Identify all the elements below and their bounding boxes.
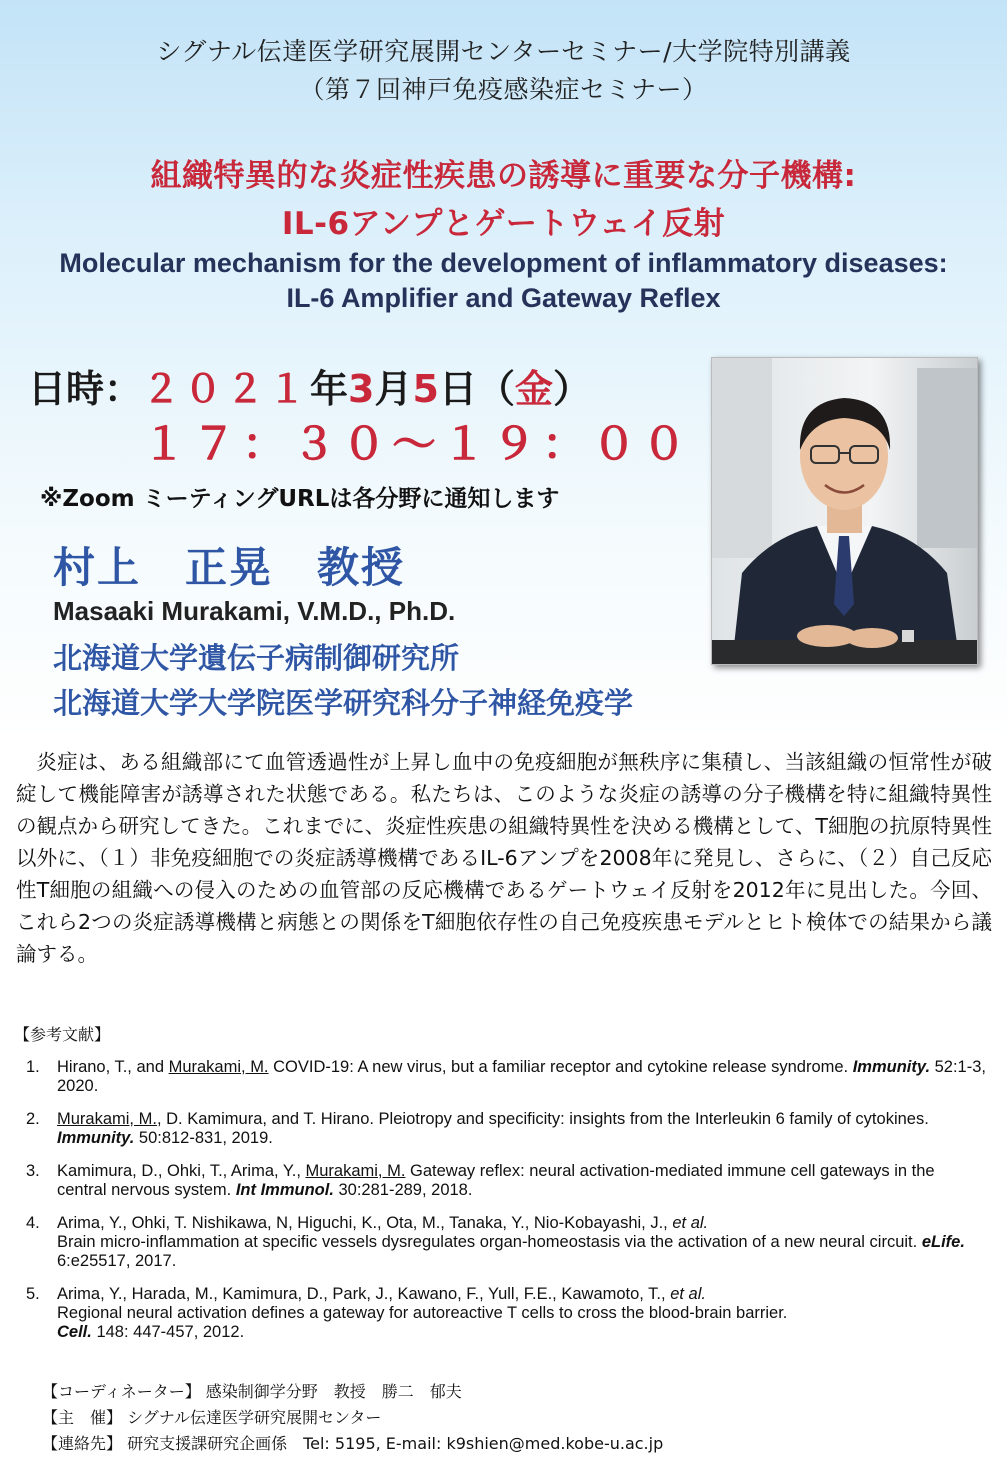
reference-journal: Immunity. <box>57 1129 135 1147</box>
reference-et-al: et al. <box>672 1214 709 1232</box>
weekday-open: （ <box>476 367 515 411</box>
reference-number: 4. <box>26 1214 40 1232</box>
reference-item <box>26 1162 986 1200</box>
title-en-line1: Molecular mechanism for the development of inflammatory diseases: <box>59 248 948 278</box>
speaker-affiliation-1: 北海道大学遺伝子病制御研究所 <box>53 641 460 675</box>
reference-citation: 30:281-289, 2018. <box>333 1181 473 1199</box>
footer-contact: 【連絡先】 研究支援課研究企画係 Tel: 5195, E-mail: k9shien@med.kobe-u.ac.jp <box>42 1434 664 1453</box>
reference-number: 5. <box>26 1285 40 1303</box>
reference-title: COVID-19: A new virus, but a familiar receptor and cytokine release syndrome. <box>268 1058 853 1076</box>
date-year-unit: 年 <box>310 367 349 411</box>
references-heading: 【参考文献】 <box>14 1025 111 1044</box>
reference-title: Regional neural activation defines a gateway for autoreactive T cells to cross the blood-brain barrier. <box>57 1304 788 1322</box>
reference-number: 3. <box>26 1162 40 1180</box>
references-list <box>26 1058 986 1356</box>
event-time: １７：３０～１９：００ <box>142 419 692 470</box>
reference-item <box>26 1058 986 1096</box>
abstract-paragraph <box>16 746 992 970</box>
reference-underlined-author: Murakami, M. <box>305 1162 406 1180</box>
date-year: ２０２１ <box>142 367 311 411</box>
title-jp-line2: IL-6アンプとゲートウェイ反射 <box>281 206 726 242</box>
date-label: 日時： <box>28 367 143 411</box>
reference-item <box>26 1285 986 1342</box>
weekday-close: ） <box>553 367 592 411</box>
reference-journal: Cell. <box>57 1323 92 1341</box>
date-month-unit: 月 <box>374 367 413 411</box>
reference-authors: Arima, Y., Ohki, T. Nishikawa, N, Higuchi, K., Ota, M., Tanaka, Y., Nio-Kobayashi, J., <box>57 1214 673 1232</box>
date-day-unit: 日 <box>438 367 477 411</box>
reference-journal: Int Immunol. <box>235 1181 334 1199</box>
reference-citation: 50:812-831, 2019. <box>134 1129 273 1147</box>
reference-title: Gateway reflex: neural activation-mediated immune cell gateways in the central nervous system. <box>57 1162 935 1199</box>
reference-journal: eLife. <box>921 1233 965 1251</box>
speaker-affiliation-2: 北海道大学大学院医学研究科分子神経免疫学 <box>53 686 634 720</box>
date-day: 5 <box>412 367 439 411</box>
reference-underlined-author: Murakami, M. <box>57 1110 157 1128</box>
reference-et-al: et al. <box>670 1285 706 1303</box>
zoom-note: ※Zoom ミーティングURLは各分野に通知します <box>40 486 560 512</box>
date-weekday: 金 <box>515 367 554 411</box>
reference-authors: Arima, Y., Harada, M., Kamimura, D., Park, J., Kawano, F., Yull, F.E., Kawamoto, T., <box>57 1285 671 1303</box>
reference-citation: 148: 447-457, 2012. <box>91 1323 245 1341</box>
seminar-series-title: シグナル伝達医学研究展開センターセミナー/大学院特別講義 <box>156 37 851 66</box>
title-en-line2: IL-6 Amplifier and Gateway Reflex <box>286 283 721 313</box>
event-date <box>28 358 591 413</box>
reference-citation: 52:1-3, 2020. <box>57 1058 986 1095</box>
reference-item <box>26 1110 986 1148</box>
abstract-text: 炎症は、ある組織部にて血管透過性が上昇し血中の免疫細胞が無秩序に集積し、当該組織の恒常性が破綻して機能障害が誘導された状態である。私たちは、このような炎症の誘導の分子機構を特に組織特異性の観点から研究してきた。これまでに、炎症性疾患の組織特異性を決める機構として、T細胞の抗原特異性以外に、（１）非免疫細胞での炎症誘導機構であるIL-6アンプを2008年に発見し、さらに、（２）自己反応性T細胞の組織への侵入のための血管部の反応機構であるゲートウェイ反射を2012年に見出した。今回、これら2つの炎症誘導機構と病態との関係をT細胞依存性の自己免疫疾患モデルとヒト検体での結果から議論する。 <box>16 750 992 966</box>
reference-number: 2. <box>26 1110 40 1128</box>
title-jp-line1: 組織特異的な炎症性疾患の誘導に重要な分子機構: <box>150 158 857 194</box>
date-month: 3 <box>348 367 375 411</box>
reference-journal: Immunity. <box>852 1058 931 1076</box>
reference-item <box>26 1214 986 1271</box>
reference-title: , D. Kamimura, and T. Hirano. Pleiotropy and specificity: insights from the Interleukin 6 family of cytokines. <box>156 1110 929 1128</box>
speaker-photo <box>711 357 978 665</box>
reference-number: 1. <box>26 1058 40 1076</box>
speaker-name-en: Masaaki Murakami, V.M.D., Ph.D. <box>53 596 456 626</box>
footer-host: 【主 催】 シグナル伝達医学研究展開センター <box>42 1408 382 1427</box>
reference-underlined-author: Murakami, M. <box>168 1058 269 1076</box>
reference-citation: 6:e25517, 2017. <box>57 1252 177 1270</box>
reference-title: Brain micro-inflammation at specific vessels dysregulates organ-homeostasis via the activation of a new neural circuit. <box>57 1233 922 1251</box>
reference-authors: Hirano, T., and <box>57 1058 169 1076</box>
speaker-portrait-illustration <box>712 358 977 664</box>
seminar-subtitle: （第７回神戸免疫感染症セミナー） <box>299 75 708 104</box>
footer-coordinator: 【コーディネーター】 感染制御学分野 教授 勝二 郁夫 <box>42 1382 462 1401</box>
speaker-name-jp: 村上 正晃 教授 <box>53 543 406 592</box>
reference-authors: Kamimura, D., Ohki, T., Arima, Y., <box>57 1162 306 1180</box>
